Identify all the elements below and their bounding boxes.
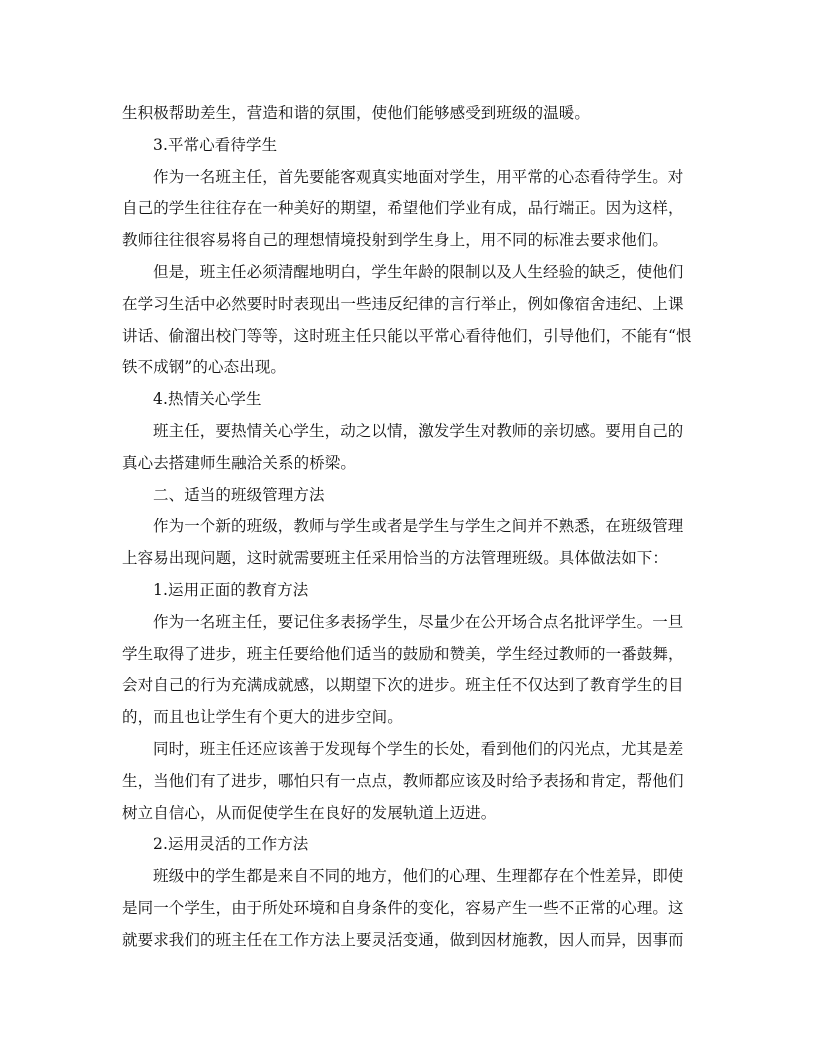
- text-line: 4.热情关心学生: [153, 390, 262, 409]
- text-line: 生积极帮助差生，营造和谐的氛围，使他们能够感受到班级的温暖。: [122, 104, 591, 122]
- text-line: 班级中的学生都是来自不同的地方，他们的心理、生理都存在个性差异，即使: [153, 867, 684, 886]
- text-line: 作为一名班主任，首先要能客观真实地面对学生，用平常的心态看待学生。对: [153, 167, 684, 186]
- text-line: 教师往往很容易将自己的理想情境投射到学生身上，用不同的标准去要求他们。: [122, 231, 669, 250]
- text-line: 二、适当的班级管理方法: [153, 485, 325, 504]
- text-line: 作为一名班主任，要记住多表扬学生，尽量少在公开场合点名批评学生。一旦: [153, 612, 684, 631]
- text-line: 同时，班主任还应该善于发现每个学生的长处，看到他们的闪光点，尤其是差: [153, 739, 684, 758]
- text-line: 1.运用正面的教育方法: [153, 580, 309, 599]
- document-page: [122, 98, 696, 957]
- text-line: 学生取得了进步，班主任要给他们适当的鼓励和赞美，学生经过教师的一番鼓舞，: [122, 644, 684, 663]
- text-line: 树立自信心，从而促使学生在良好的发展轨道上迈进。: [122, 803, 497, 822]
- text-line: 2.运用灵活的工作方法: [153, 835, 309, 854]
- text-line: 自己的学生往往存在一种美好的期望，希望他们学业有成，品行端正。因为这样，: [122, 199, 684, 218]
- text-line: 但是，班主任必须清醒地明白，学生年龄的限制以及人生经验的缺乏，使他们: [153, 262, 684, 281]
- text-line: 会对自己的行为充满成就感，以期望下次的进步。班主任不仅达到了教育学生的目: [122, 676, 684, 695]
- text-line: 讲话、偷溜出校门等等，这时班主任只能以平常心看待他们，引导他们，不能有“恨: [122, 326, 692, 345]
- text-line: 是同一个学生，由于所处环境和自身条件的变化，容易产生一些不正常的心理。这: [122, 898, 684, 917]
- text-line: 就要求我们的班主任在工作方法上要灵活变通，做到因材施教，因人而异，因事而: [122, 930, 684, 949]
- text-line: 的，而且也让学生有个更大的进步空间。: [122, 708, 403, 727]
- text-line: 班主任，要热情关心学生，动之以情，激发学生对教师的亲切感。要用自己的: [153, 421, 684, 440]
- text-line: 上容易出现问题，这时就需要班主任采用恰当的方法管理班级。具体做法如下：: [122, 549, 669, 568]
- text-line: 铁不成钢”的心态出现。: [122, 358, 287, 377]
- text-line: 作为一个新的班级，教师与学生或者是学生与学生之间并不熟悉，在班级管理: [153, 517, 684, 536]
- text-line: 3.平常心看待学生: [153, 135, 278, 154]
- text-line: 生，当他们有了进步，哪怕只有一点点，教师都应该及时给予表扬和肯定，帮他们: [122, 771, 684, 790]
- text-line: 在学习生活中必然要时时表现出一些违反纪律的言行举止，例如像宿舍违纪、上课: [122, 294, 684, 313]
- text-line: 真心去搭建师生融洽关系的桥梁。: [122, 453, 357, 472]
